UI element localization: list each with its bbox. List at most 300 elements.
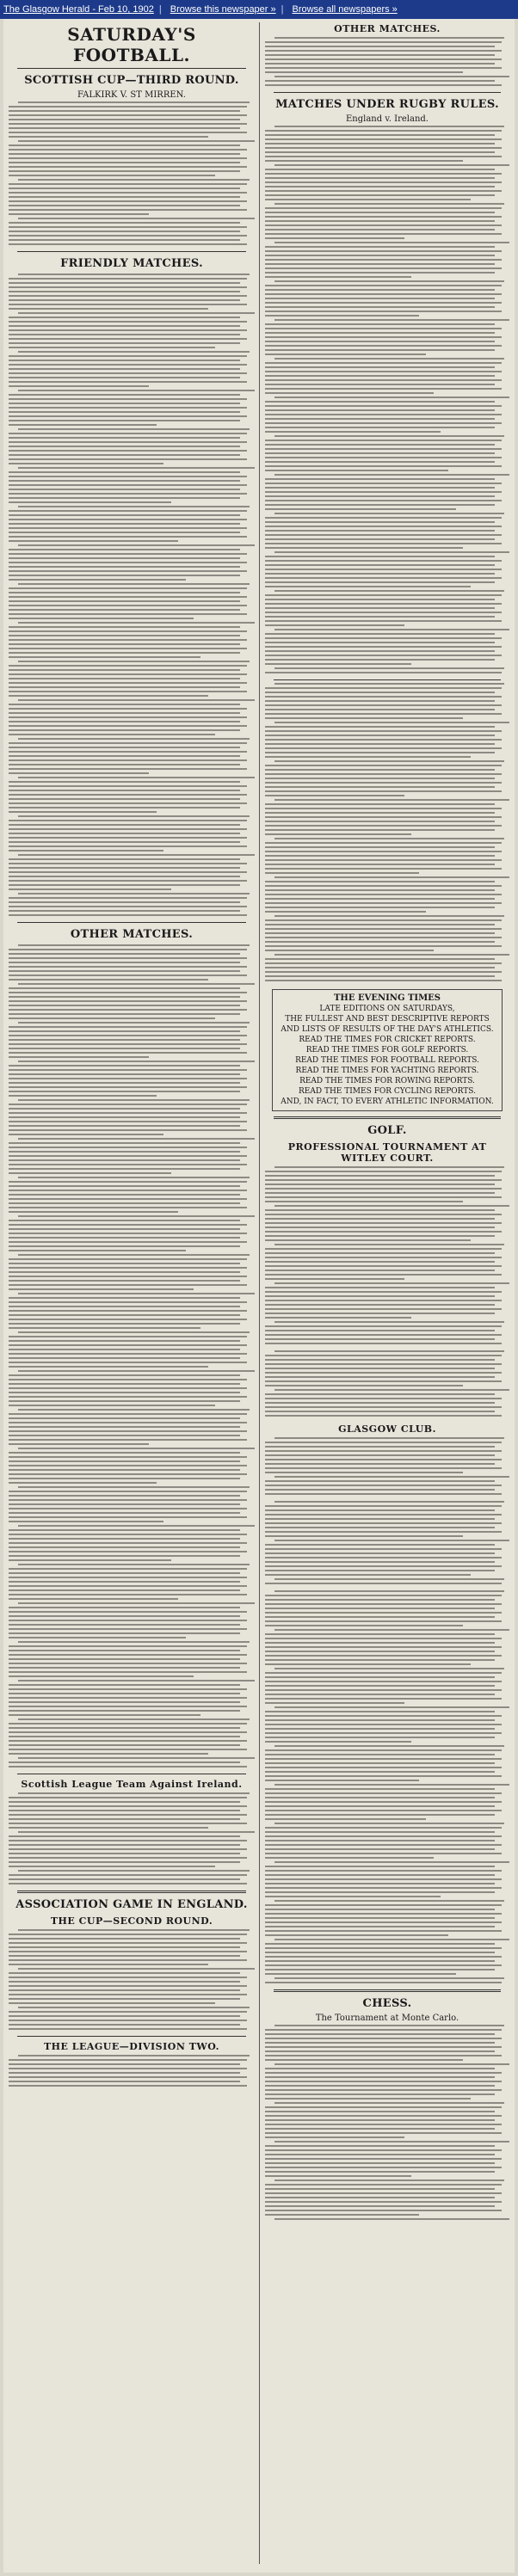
text-line [18,1831,255,1833]
text-line [265,289,495,291]
text-line [265,444,495,446]
text-line [9,157,247,159]
text-line [274,683,504,685]
text-line [274,2218,509,2220]
text-line [274,1578,504,1580]
text-line [9,446,240,447]
text-line [265,2201,502,2203]
text-line [9,1443,149,1445]
rule [274,679,501,680]
text-line [265,2055,502,2056]
text-line [265,1780,419,1781]
text-line [274,1540,509,1541]
advert-line: AND, IN FACT, TO EVERY ATHLETIC INFORMATION. [281,1097,494,1106]
text-line [274,1745,504,1747]
text-line [265,726,495,728]
text-line [9,630,247,632]
text-line [265,336,502,338]
text-line [265,1969,495,1970]
text-line [265,1489,495,1491]
browse-all-newspapers-link[interactable]: Browse all newspapers » [292,4,398,15]
text-line [274,1590,504,1592]
text-line [265,765,502,766]
text-line [9,1761,240,1763]
text-line [265,388,502,390]
text-line [9,1104,247,1105]
text-line [18,854,255,856]
text-line [265,1201,463,1202]
text-line [265,272,495,274]
text-line [265,285,502,286]
text-line [9,2081,240,2082]
text-line [18,218,255,219]
text-line [265,1393,495,1395]
text-line [9,1284,247,1286]
text-line [265,2029,502,2031]
text-line [265,1797,495,1798]
text-line [9,360,240,361]
rule [274,92,501,93]
text-line [265,928,502,930]
text-line [265,1973,456,1975]
text-line [9,278,247,280]
text-line [9,1801,240,1803]
text-line [265,80,495,82]
text-line [265,1265,502,1267]
text-line [9,1981,240,1983]
text-line [265,842,502,844]
text-line [265,1222,502,1224]
text-line [9,433,247,434]
text-line [265,1209,495,1211]
text-line [9,729,240,731]
text-line [9,867,240,869]
text-line [9,656,200,658]
text-line [9,673,247,675]
text-line [9,1228,240,1230]
text-line [9,570,247,572]
text-line [274,1476,509,1478]
text-line [9,110,240,112]
text-line [274,126,504,127]
text-line [9,1121,247,1122]
text-line [265,1570,495,1571]
text-line [9,123,247,125]
text-line [18,583,250,585]
text-line [265,1406,502,1408]
text-line [9,226,247,228]
text-line [265,1874,495,1876]
text-line [265,310,502,312]
text-line [9,1048,240,1049]
text-line [265,1844,502,1846]
text-line [9,1151,240,1153]
text-line [9,1430,247,1432]
text-line [9,1159,240,1161]
text-line [265,1565,502,1567]
text-line [9,1349,240,1350]
text-line [265,130,502,132]
text-line [265,1363,502,1365]
text-line [265,1642,495,1644]
text-line [265,1603,502,1605]
text-line [274,1501,504,1503]
text-line [265,229,495,231]
text-line [265,1848,495,1850]
text-line [265,581,495,583]
text-line [265,1463,495,1465]
text-line [9,407,247,409]
text-line [265,293,502,295]
text-line [265,2046,502,2048]
text-line [9,1082,240,1084]
text-line [265,919,502,921]
text-line [9,1129,247,1131]
rule [274,1116,501,1119]
text-line [265,1638,502,1639]
article-text [9,274,255,919]
text-line [265,1715,502,1717]
text-line [265,422,502,424]
text-line [9,1701,240,1703]
text-line [9,833,240,834]
text-line [9,1172,171,1174]
text-line [9,1710,240,1712]
text-line [265,752,495,753]
text-line [9,2002,215,2004]
text-line [265,846,495,848]
text-line [265,1921,502,1923]
text-line [265,452,495,454]
text-line [18,1525,255,1527]
text-line [18,1486,250,1488]
text-line [9,1387,247,1389]
text-line [274,1784,509,1786]
text-line [274,242,509,243]
text-line [9,1723,247,1725]
text-line [9,1469,240,1471]
text-line [265,1574,471,1576]
text-line [9,1013,240,1015]
text-line [265,773,502,775]
text-line [265,739,502,741]
text-line [265,1415,502,1417]
text-line [9,575,240,576]
text-line [9,239,240,241]
text-line [9,1551,247,1552]
text-line [265,371,502,372]
text-line [9,1142,240,1144]
text-line [265,1467,502,1469]
text-line [9,1572,240,1574]
text-line [9,205,240,206]
text-line [265,902,502,904]
text-line [265,859,502,861]
text-line [9,716,247,718]
text-line [265,207,502,209]
text-line [18,661,250,662]
text-line [265,971,502,973]
text-line [9,463,163,464]
text-line [274,722,509,723]
text-line [265,637,502,639]
text-line [265,199,471,200]
text-line [9,497,240,499]
text-line [265,2072,502,2074]
text-line [9,510,247,512]
text-line [274,876,509,878]
text-line [265,1287,495,1288]
text-line [9,1340,240,1342]
text-line [265,46,495,47]
text-line [265,409,495,411]
text-line [9,1814,247,1816]
text-line [265,255,495,256]
text-line [18,1757,255,1759]
text-line [9,643,240,645]
text-line [265,147,502,149]
text-line [9,906,247,907]
text-line [9,652,240,654]
text-line [9,1116,240,1118]
text-line [265,911,426,913]
section-heading-golf-tournament: PROFESSIONAL TOURNAMENT AT WITLEY COURT. [287,1141,487,1164]
text-line [9,192,247,194]
text-line [265,1235,495,1237]
article-text [265,1166,509,1347]
text-line [9,222,240,224]
text-line [9,501,171,503]
text-line [9,523,240,525]
text-line [265,246,495,248]
text-line [265,1840,495,1841]
text-line [9,1168,240,1170]
text-line [9,2011,247,2013]
text-line [9,1883,247,1884]
text-line [265,700,495,702]
text-line [265,50,502,52]
text-line [9,802,247,804]
text-line [9,1241,247,1243]
text-line [9,385,149,387]
text-line [265,1724,502,1725]
text-line [265,1518,495,1520]
text-line [265,237,404,239]
text-line [265,483,502,484]
text-line [265,1257,502,1258]
text-line [265,1676,495,1678]
text-line [9,1521,163,1522]
article-text [9,101,255,248]
text-line [9,1667,240,1669]
text-line [265,1171,502,1172]
text-line [9,1000,247,1002]
text-line [265,769,495,771]
match-heading: FALKIRK V. ST MIRREN. [77,90,186,100]
text-line [265,1719,495,1721]
text-line [265,1857,434,1859]
article-text [9,1792,255,1887]
text-line [9,605,247,606]
text-line [9,1125,240,1127]
text-line [9,1731,247,1733]
text-line [9,1233,247,1234]
text-line [265,1372,502,1374]
rule [17,251,246,252]
text-line [265,833,411,835]
text-line [9,1977,247,1978]
text-line [265,517,502,519]
text-line [9,480,240,482]
text-line [265,384,495,385]
text-line [265,616,495,618]
text-line [9,1861,240,1863]
text-line [265,2059,463,2061]
text-line [265,259,502,261]
text-line [274,2141,509,2143]
text-line [265,302,502,304]
text-line [265,431,441,433]
article-text [265,1437,509,1497]
text-line [265,1896,441,1897]
text-line [265,2081,502,2082]
text-line [9,828,247,830]
text-line [265,267,502,269]
newspaper-page [3,19,515,2573]
text-line [265,1767,502,1768]
text-line [265,427,495,428]
text-line [265,181,502,183]
text-line [9,734,215,735]
text-line [9,403,240,404]
advert-line: THE FULLEST AND BEST DESCRIPTIVE REPORTS [285,1015,490,1024]
scores-table [265,1350,509,1419]
text-line [9,1951,247,1952]
text-line [265,778,495,779]
text-line [265,786,495,788]
text-line [265,1947,502,1949]
text-line [9,1637,186,1638]
text-line [9,1134,163,1135]
text-line [18,506,250,507]
text-line [265,747,502,749]
text-line [18,893,250,895]
text-line [265,881,495,882]
text-line [9,1874,247,1876]
rule [17,922,246,923]
text-line [18,274,250,275]
advert-line: AND LISTS OF RESULTS OF THE DAY'S ATHLETICS. [281,1025,494,1034]
text-line [265,941,495,943]
text-line [274,1389,509,1391]
text-line [9,317,240,318]
text-line [265,573,495,575]
text-line [265,521,495,523]
text-line [265,864,495,865]
text-line [265,790,502,792]
text-line [9,1069,247,1071]
text-line [265,169,495,170]
text-line [9,1435,240,1436]
text-line [265,1446,495,1448]
text-line [9,1684,240,1686]
text-line [9,493,247,495]
text-line [9,329,247,331]
text-line [265,263,495,265]
text-line [265,556,495,557]
text-line [265,1239,471,1241]
text-line [265,63,495,65]
text-line [9,970,240,972]
text-line [9,669,240,671]
text-line [274,1977,504,1979]
text-line [265,980,502,981]
text-line [9,2015,240,2017]
text-line [9,1383,240,1385]
text-line [9,119,240,120]
text-line [265,1402,495,1404]
text-line [274,319,509,321]
text-line [265,366,495,368]
text-line [265,1835,502,1837]
text-line [9,1989,240,1991]
text-line [9,1594,247,1595]
text-line [9,845,247,847]
separator: | [281,4,284,15]
text-line [265,1252,495,1254]
text-line [18,699,255,701]
text-line [9,562,247,563]
text-line [265,276,411,278]
paper-title-link[interactable]: The Glasgow Herald - Feb 10, 1902 [3,4,154,15]
text-line [9,1866,215,1867]
text-line [9,1306,240,1307]
text-line [265,2098,471,2100]
text-line [265,1805,495,1807]
section-heading-monte-carlo: The Tournament at Monte Carlo. [315,2013,459,2023]
text-line [9,1955,240,1957]
text-line [265,1788,495,1790]
text-line [9,144,240,146]
browse-newspaper-link[interactable]: Browse this newspaper » [170,4,276,15]
text-line [265,414,502,415]
text-line [9,424,157,426]
text-line [265,2154,495,2155]
text-line [265,1514,502,1515]
text-line [265,1231,502,1233]
text-line [265,1454,495,1456]
text-line [265,341,495,342]
text-line [9,1035,247,1036]
text-line [265,405,502,407]
text-line [9,1194,240,1196]
section-heading-other-matches: OTHER MATCHES. [334,23,441,34]
text-line [18,1968,255,1970]
text-line [265,924,495,925]
text-line [265,2188,495,2190]
text-line [9,1581,240,1583]
text-line [9,1017,215,1019]
text-line [9,136,208,138]
text-line [265,642,495,643]
text-line [265,577,502,579]
text-line [9,1379,247,1380]
text-line [265,495,495,497]
text-line [265,379,502,381]
article-text [265,126,509,676]
text-line [9,1749,247,1750]
text-line [9,1297,240,1299]
